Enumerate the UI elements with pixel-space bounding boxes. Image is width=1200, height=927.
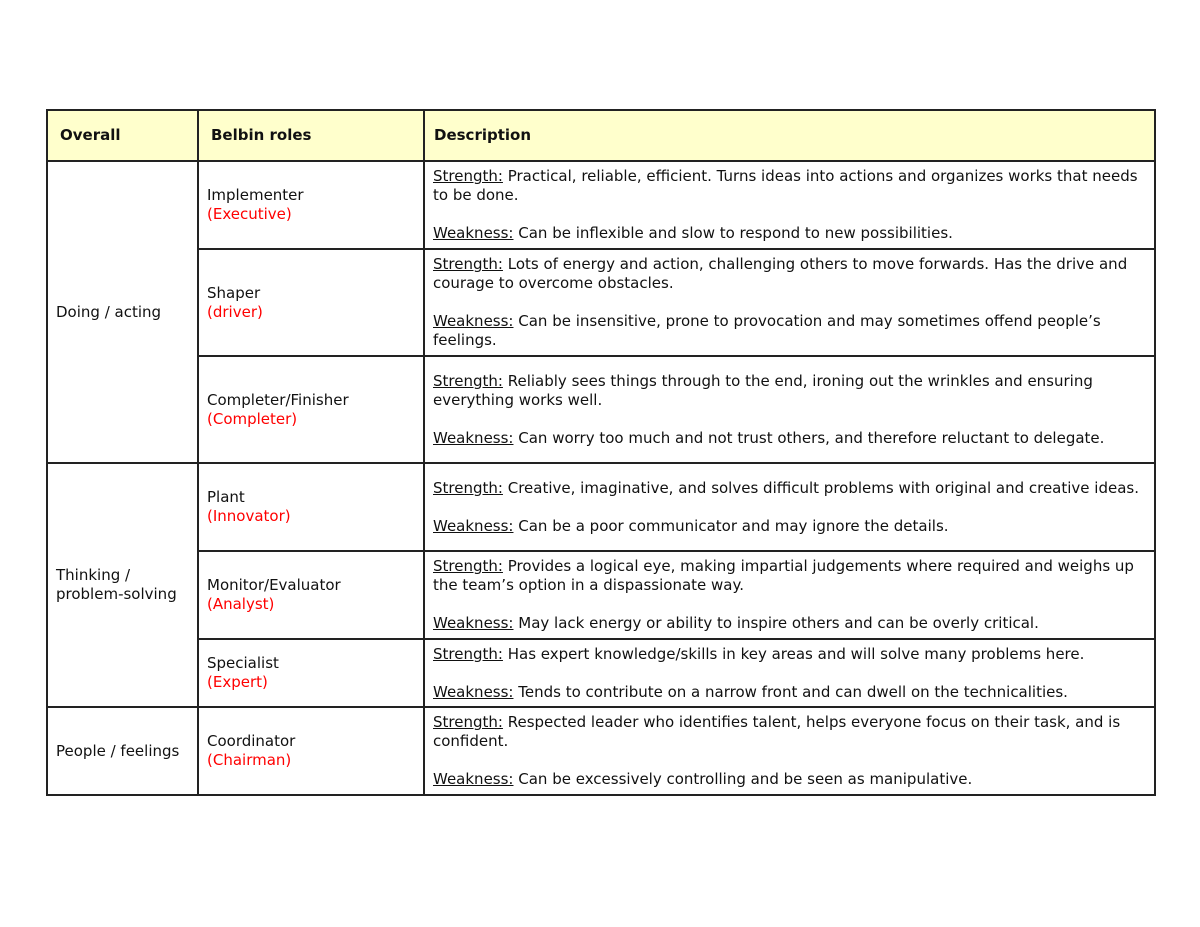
role-name: Shaper: [207, 283, 261, 302]
table-row: [47, 249, 1155, 356]
overall-thinking-problem-solving: Thinking / problem-solving: [47, 463, 198, 707]
table-row: [47, 356, 1155, 463]
header-belbin-roles: Belbin roles: [198, 110, 424, 161]
description-cell: [424, 639, 1155, 707]
role-alt-name: (Completer): [207, 409, 298, 428]
weakness-label: Weakness:: [433, 770, 514, 788]
role-alt-name: (Innovator): [207, 507, 291, 525]
role-cell: [198, 639, 424, 707]
strength-text: Strength: Provides a logical eye, making impartial judgements where required and weighs up the team’s option in a dispassionate way.: [433, 557, 1134, 594]
weakness-text: Weakness: Can be insensitive, prone to provocation and may sometimes offend people’s feelings.: [433, 312, 1101, 349]
strength-label: Strength:: [433, 713, 503, 731]
table-row: [47, 161, 1155, 249]
role-cell: [198, 161, 424, 249]
description-cell: [424, 463, 1155, 551]
weakness-text: Weakness: Tends to contribute on a narrow front and can dwell on the technicalities.: [433, 682, 1068, 701]
header-description: Description: [424, 110, 1155, 161]
strength-text: Strength: Lots of energy and action, challenging others to move forwards. Has the drive and courage to overcome obstacles.: [433, 255, 1128, 292]
role-cell: [198, 356, 424, 463]
weakness-text: Weakness: May lack energy or ability to inspire others and can be overly critical.: [433, 614, 1039, 632]
strength-label: Strength:: [433, 255, 503, 273]
role-alt-name: (Chairman): [207, 751, 292, 769]
description-cell: [424, 356, 1155, 463]
table-row: [47, 639, 1155, 707]
belbin-roles-table: [46, 109, 1156, 796]
weakness-text: Weakness: Can be excessively controlling and be seen as manipulative.: [433, 770, 973, 788]
description-cell: [424, 551, 1155, 639]
header-overall: Overall: [47, 110, 198, 161]
role-alt-name: (Executive): [207, 205, 292, 223]
role-name: Plant: [207, 488, 245, 506]
overall-doing-acting: Doing / acting: [47, 161, 198, 463]
role-name: Monitor/Evaluator: [207, 576, 341, 594]
table-row: [47, 551, 1155, 639]
role-cell: [198, 463, 424, 551]
table-row: [47, 707, 1155, 795]
role-cell: [198, 707, 424, 795]
weakness-label: Weakness:: [433, 614, 514, 632]
strength-text: Strength: Respected leader who identifies talent, helps everyone focus on their task, and is confident.: [433, 713, 1121, 750]
weakness-text: Weakness: Can be inflexible and slow to respond to new possibilities.: [433, 224, 953, 242]
weakness-label: Weakness:: [433, 312, 514, 330]
role-name: Specialist: [207, 654, 279, 672]
role-alt-name: (driver): [207, 302, 263, 321]
strength-label: Strength:: [433, 478, 503, 497]
weakness-label: Weakness:: [433, 682, 514, 701]
weakness-text: Weakness: Can worry too much and not trust others, and therefore reluctant to delegate.: [433, 428, 1105, 447]
role-name: Completer/Finisher: [207, 390, 349, 409]
strength-text: Strength: Reliably sees things through to the end, ironing out the wrinkles and ensuring everything works well.: [433, 371, 1093, 409]
description-cell: [424, 249, 1155, 356]
strength-label: Strength:: [433, 371, 503, 390]
role-cell: [198, 249, 424, 356]
header-row: [47, 110, 1155, 161]
weakness-label: Weakness:: [433, 224, 514, 242]
description-cell: [424, 161, 1155, 249]
weakness-label: Weakness:: [433, 428, 514, 447]
role-alt-name: (Expert): [207, 673, 268, 691]
overall-people-feelings: People / feelings: [47, 707, 198, 795]
weakness-label: Weakness:: [433, 516, 514, 535]
strength-text: Strength: Creative, imaginative, and solves difficult problems with original and creative ideas.: [433, 478, 1139, 497]
role-name: Implementer: [207, 186, 304, 204]
strength-label: Strength:: [433, 644, 503, 663]
strength-label: Strength:: [433, 167, 503, 185]
table-row: [47, 463, 1155, 551]
role-name: Coordinator: [207, 732, 296, 750]
strength-text: Strength: Practical, reliable, efficient. Turns ideas into actions and organizes works that needs to be done.: [433, 167, 1138, 204]
description-cell: [424, 707, 1155, 795]
role-cell: [198, 551, 424, 639]
strength-text: Strength: Has expert knowledge/skills in key areas and will solve many problems here.: [433, 644, 1085, 663]
weakness-text: Weakness: Can be a poor communicator and may ignore the details.: [433, 516, 949, 535]
role-alt-name: (Analyst): [207, 595, 275, 613]
strength-label: Strength:: [433, 557, 503, 575]
